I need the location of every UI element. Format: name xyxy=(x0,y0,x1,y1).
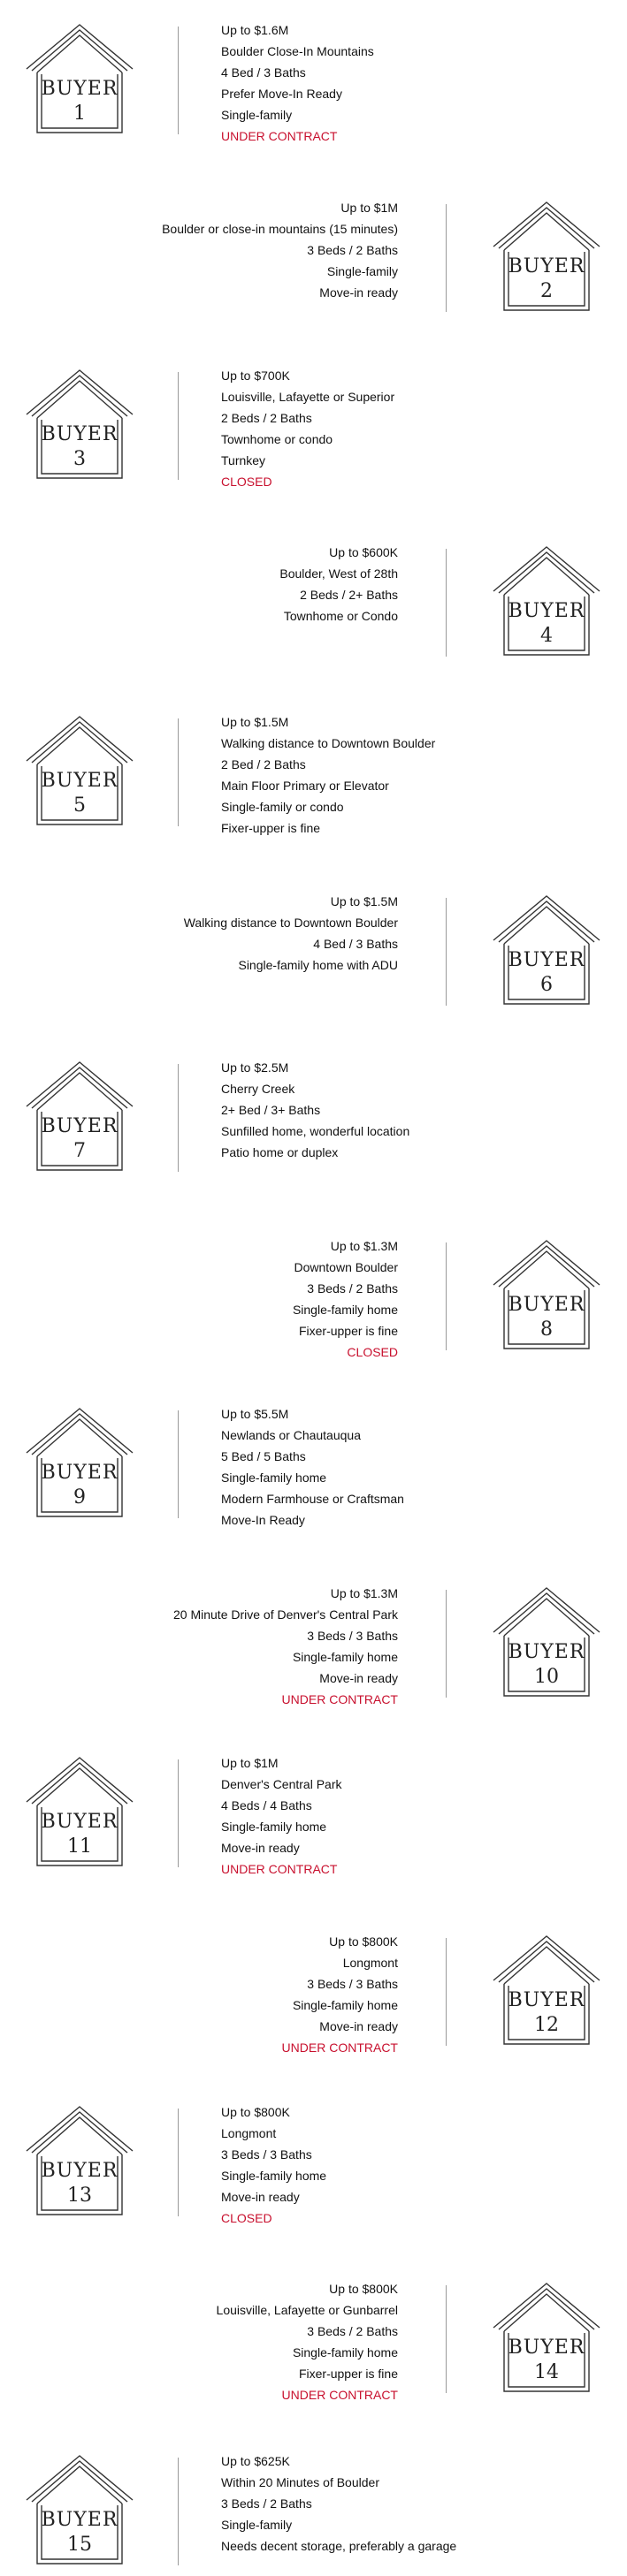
divider xyxy=(446,204,447,312)
status-badge: UNDER CONTRACT xyxy=(281,2040,398,2055)
house-icon xyxy=(25,1407,134,1520)
criteria-line: Move-in ready xyxy=(221,1841,300,1855)
criteria-line: 3 Beds / 2 Baths xyxy=(307,2324,398,2338)
criteria-line: Cherry Creek xyxy=(221,1082,295,1096)
buyer-card-8 xyxy=(0,1228,627,1361)
house-icon xyxy=(492,1239,601,1352)
buyer-number: 12 xyxy=(534,2014,559,2036)
buyer-criteria xyxy=(221,1403,404,1531)
house-icon xyxy=(492,201,601,314)
buyer-criteria xyxy=(221,365,394,492)
buyer-number: 4 xyxy=(540,625,553,647)
buyer-card-4 xyxy=(0,535,627,667)
buyer-card-12 xyxy=(0,1924,627,2056)
buyer-card-1 xyxy=(0,12,627,145)
criteria-line: Sunfilled home, wonderful location xyxy=(221,1124,410,1138)
criteria-line: Single-family home xyxy=(221,1820,327,1834)
criteria-line: 3 Beds / 2 Baths xyxy=(307,1281,398,1296)
criteria-line: Move-in ready xyxy=(319,2019,398,2033)
house-word: BUYER xyxy=(41,1115,119,1137)
status-badge: UNDER CONTRACT xyxy=(221,129,338,143)
criteria-line: Boulder, West of 28th xyxy=(279,566,398,581)
house-word: BUYER xyxy=(41,2160,119,2182)
buyer-card-7 xyxy=(0,1050,627,1182)
divider xyxy=(178,718,179,826)
criteria-line: Fixer-upper is fine xyxy=(221,821,321,835)
house-word: BUYER xyxy=(41,78,119,100)
divider xyxy=(446,549,447,657)
buyer-number: 15 xyxy=(67,2534,92,2556)
buyer-number: 14 xyxy=(534,2361,559,2383)
criteria-line: 4 Bed / 3 Baths xyxy=(221,65,306,80)
criteria-line: 3 Beds / 3 Baths xyxy=(307,1977,398,1991)
divider xyxy=(178,372,179,480)
criteria-line: 20 Minute Drive of Denver's Central Park xyxy=(173,1607,398,1622)
house-icon xyxy=(492,2282,601,2395)
buyer-criteria xyxy=(217,2278,398,2405)
criteria-line: Up to $625K xyxy=(221,2454,290,2468)
buyer-criteria xyxy=(293,1235,398,1363)
buyer-criteria xyxy=(221,2451,456,2557)
criteria-line: 3 Beds / 3 Baths xyxy=(307,1629,398,1643)
criteria-line: Single-family xyxy=(326,264,398,278)
house-icon xyxy=(25,2454,134,2567)
buyer-number: 1 xyxy=(73,103,86,125)
buyer-criteria xyxy=(184,891,398,976)
house-word: BUYER xyxy=(41,1462,119,1484)
house-icon xyxy=(25,1756,134,1869)
buyer-criteria xyxy=(221,1057,409,1163)
house-word: BUYER xyxy=(508,949,585,971)
house-icon xyxy=(25,369,134,482)
buyer-card-11 xyxy=(0,1745,627,1878)
criteria-line: Up to $1M xyxy=(221,1756,279,1770)
status-badge: UNDER CONTRACT xyxy=(281,2388,398,2402)
divider xyxy=(446,1938,447,2046)
criteria-line: Prefer Move-In Ready xyxy=(221,87,342,101)
criteria-line: Single-family home xyxy=(221,2169,327,2183)
criteria-line: Up to $800K xyxy=(329,2282,398,2296)
house-icon xyxy=(492,1586,601,1699)
status-badge: CLOSED xyxy=(221,475,272,489)
divider xyxy=(446,2285,447,2393)
criteria-line: Up to $1.3M xyxy=(330,1239,398,1253)
criteria-line: Longmont xyxy=(342,1956,398,1970)
buyer-number: 2 xyxy=(540,280,553,302)
criteria-line: Up to $600K xyxy=(329,545,398,559)
criteria-line: Within 20 Minutes of Boulder xyxy=(221,2475,379,2489)
buyer-number: 9 xyxy=(73,1486,86,1508)
criteria-line: 2+ Bed / 3+ Baths xyxy=(221,1103,321,1117)
house-word: BUYER xyxy=(508,1989,585,2011)
buyer-criteria xyxy=(173,1583,398,1710)
buyer-criteria xyxy=(221,711,435,839)
status-badge: UNDER CONTRACT xyxy=(281,1692,398,1706)
divider xyxy=(178,1410,179,1518)
criteria-line: Newlands or Chautauqua xyxy=(221,1428,361,1442)
divider xyxy=(446,898,447,1006)
criteria-line: Longmont xyxy=(221,2126,277,2140)
buyer-card-10 xyxy=(0,1576,627,1708)
criteria-line: Needs decent storage, preferably a garage xyxy=(221,2539,457,2553)
house-word: BUYER xyxy=(41,2509,119,2531)
buyer-card-2 xyxy=(0,190,627,323)
status-badge: CLOSED xyxy=(347,1345,398,1359)
criteria-line: Single-family home xyxy=(292,1650,398,1664)
buyer-card-5 xyxy=(0,704,627,837)
criteria-line: Boulder or close-in mountains (15 minutes) xyxy=(162,222,398,236)
criteria-line: Downtown Boulder xyxy=(294,1260,398,1274)
criteria-line: Denver's Central Park xyxy=(221,1777,342,1791)
criteria-line: 3 Beds / 2 Baths xyxy=(307,243,398,257)
criteria-line: Move-in ready xyxy=(319,1671,398,1685)
house-word: BUYER xyxy=(41,770,119,792)
house-word: BUYER xyxy=(508,255,585,277)
divider xyxy=(178,2458,179,2565)
criteria-line: Up to $1.3M xyxy=(330,1586,398,1600)
house-word: BUYER xyxy=(508,1641,585,1663)
criteria-line: Turnkey xyxy=(221,453,266,467)
criteria-line: Up to $5.5M xyxy=(221,1407,289,1421)
criteria-line: Single-family home xyxy=(221,1470,327,1485)
buyer-criteria xyxy=(282,1931,398,2058)
criteria-line: Single-family xyxy=(221,2518,293,2532)
buyer-criteria xyxy=(162,197,398,303)
criteria-line: Single-family home xyxy=(292,2345,398,2359)
buyer-criteria xyxy=(221,19,374,147)
house-icon xyxy=(492,894,601,1007)
house-word: BUYER xyxy=(508,1294,585,1316)
divider xyxy=(446,1590,447,1698)
house-word: BUYER xyxy=(41,423,119,445)
criteria-line: Move-in ready xyxy=(221,2190,300,2204)
status-badge: CLOSED xyxy=(221,2211,272,2225)
buyer-number: 8 xyxy=(540,1318,553,1341)
divider xyxy=(178,27,179,134)
buyer-number: 11 xyxy=(67,1835,92,1858)
criteria-line: Up to $1.5M xyxy=(330,894,398,908)
house-word: BUYER xyxy=(41,1811,119,1833)
criteria-line: 2 Beds / 2+ Baths xyxy=(300,588,398,602)
criteria-line: Single-family home xyxy=(292,1998,398,2012)
criteria-line: 2 Beds / 2 Baths xyxy=(221,411,312,425)
buyer-number: 7 xyxy=(73,1140,86,1162)
buyer-card-14 xyxy=(0,2271,627,2404)
buyer-card-9 xyxy=(0,1396,627,1529)
house-icon xyxy=(25,715,134,828)
divider xyxy=(178,1759,179,1867)
criteria-line: 5 Bed / 5 Baths xyxy=(221,1449,306,1463)
house-icon xyxy=(492,1934,601,2048)
criteria-line: Townhome or Condo xyxy=(283,609,398,623)
criteria-line: Single-family home with ADU xyxy=(238,958,398,972)
criteria-line: Patio home or duplex xyxy=(221,1145,339,1159)
criteria-line: Walking distance to Downtown Boulder xyxy=(221,736,436,750)
house-icon xyxy=(25,2105,134,2218)
criteria-line: 4 Beds / 4 Baths xyxy=(221,1798,312,1812)
buyer-number: 13 xyxy=(67,2185,92,2207)
criteria-line: Up to $700K xyxy=(221,369,290,383)
house-icon xyxy=(25,1060,134,1174)
criteria-line: Fixer-upper is fine xyxy=(298,2367,398,2381)
buyer-card-6 xyxy=(0,884,627,1016)
buyer-criteria xyxy=(221,1752,342,1880)
criteria-line: Single-family xyxy=(221,108,293,122)
status-badge: UNDER CONTRACT xyxy=(221,1862,338,1876)
criteria-line: Up to $1M xyxy=(340,201,398,215)
criteria-line: Up to $800K xyxy=(329,1934,398,1949)
criteria-line: Walking distance to Downtown Boulder xyxy=(183,916,398,930)
criteria-line: Louisville, Lafayette or Gunbarrel xyxy=(216,2303,398,2317)
house-word: BUYER xyxy=(508,600,585,622)
house-word: BUYER xyxy=(508,2337,585,2359)
criteria-line: Up to $2.5M xyxy=(221,1060,289,1075)
buyer-card-15 xyxy=(0,2443,627,2576)
criteria-line: 3 Beds / 3 Baths xyxy=(221,2147,312,2162)
criteria-line: 3 Beds / 2 Baths xyxy=(221,2496,312,2511)
criteria-line: Boulder Close-In Mountains xyxy=(221,44,374,58)
buyer-number: 6 xyxy=(540,974,553,996)
buyer-card-13 xyxy=(0,2094,627,2227)
criteria-line: Townhome or condo xyxy=(221,432,333,446)
divider xyxy=(446,1242,447,1350)
buyer-criteria xyxy=(279,542,398,627)
buyer-number: 5 xyxy=(73,794,86,817)
buyer-criteria xyxy=(221,2101,326,2229)
house-icon xyxy=(492,545,601,658)
criteria-line: Up to $800K xyxy=(221,2105,290,2119)
criteria-line: 2 Bed / 2 Baths xyxy=(221,757,306,771)
criteria-line: Modern Farmhouse or Craftsman xyxy=(221,1492,404,1506)
house-icon xyxy=(25,23,134,136)
criteria-line: Louisville, Lafayette or Superior xyxy=(221,390,395,404)
criteria-line: Fixer-upper is fine xyxy=(298,1324,398,1338)
criteria-line: Move-in ready xyxy=(319,285,398,300)
criteria-line: 4 Bed / 3 Baths xyxy=(313,937,398,951)
buyer-number: 10 xyxy=(534,1666,559,1688)
criteria-line: Move-In Ready xyxy=(221,1513,305,1527)
buyer-number: 3 xyxy=(73,448,86,470)
criteria-line: Single-family or condo xyxy=(221,800,344,814)
criteria-line: Single-family home xyxy=(292,1303,398,1317)
divider xyxy=(178,1064,179,1172)
divider xyxy=(178,2109,179,2216)
criteria-line: Up to $1.6M xyxy=(221,23,289,37)
buyer-card-3 xyxy=(0,358,627,490)
criteria-line: Up to $1.5M xyxy=(221,715,289,729)
criteria-line: Main Floor Primary or Elevator xyxy=(221,779,389,793)
